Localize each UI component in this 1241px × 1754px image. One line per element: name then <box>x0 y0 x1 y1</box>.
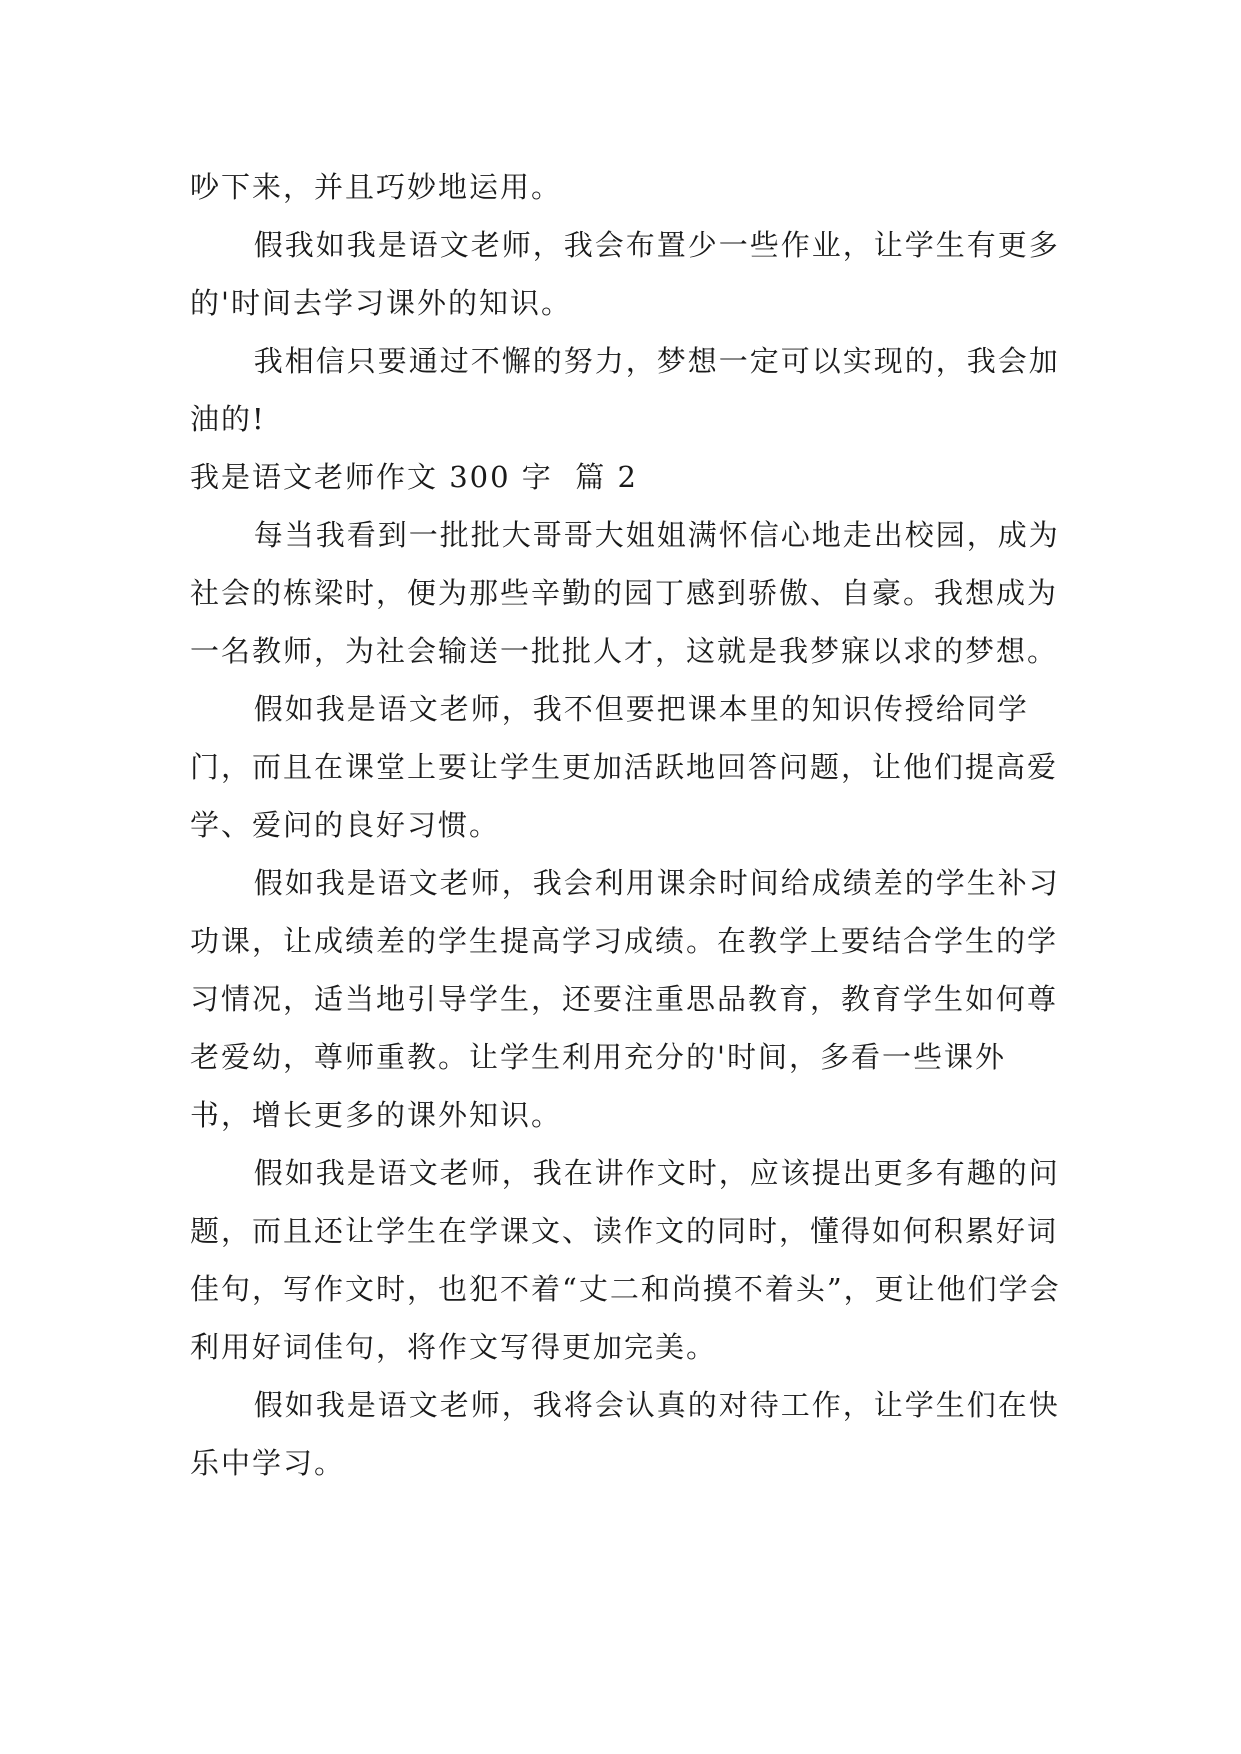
paragraph: 假我如我是语文老师，我会布置少一些作业，让学生有更多的'时间去学习课外的知识。 <box>190 228 1060 320</box>
document-body <box>190 158 1065 1492</box>
paragraph: 假如我是语文老师，我不但要把课本里的知识传授给同学门，而且在课堂上要让学生更加活跃地回答问题，让他们提高爱学、爱问的良好习惯。 <box>190 692 1059 842</box>
paragraph: 假如我是语文老师，我会利用课余时间给成绩差的学生补习功课，让成绩差的学生提高学习成绩。在教学上要结合学生的学习情况，适当地引导学生，还要注重思品教育，教育学生如何尊老爱幼，尊师重教。让学生利用充分的'时间，多看一些课外书，增长更多的课外知识。 <box>190 866 1060 1132</box>
paragraph: 假如我是语文老师，我在讲作文时，应该提出更多有趣的问题，而且还让学生在学课文、读作文的同时，懂得如何积累好词佳句，写作文时，也犯不着“丈二和尚摸不着头”，更让他们学会利用好词佳句，将作文写得更加完美。 <box>190 1156 1061 1364</box>
paragraph: 我相信只要通过不懈的努力，梦想一定可以实现的，我会加油的! <box>190 344 1060 436</box>
section-heading: 我是语文老师作文 300 字 篇 2 <box>190 460 638 494</box>
paragraph-continuation: 吵下来，并且巧妙地运用。 <box>190 170 563 204</box>
paragraph: 假如我是语文老师，我将会认真的对待工作，让学生们在快乐中学习。 <box>190 1388 1060 1480</box>
paragraph: 每当我看到一批批大哥哥大姐姐满怀信心地走出校园，成为社会的栋梁时，便为那些辛勤的园丁感到骄傲、自豪。我想成为一名教师，为社会输送一批批人才，这就是我梦寐以求的梦想。 <box>190 518 1060 668</box>
